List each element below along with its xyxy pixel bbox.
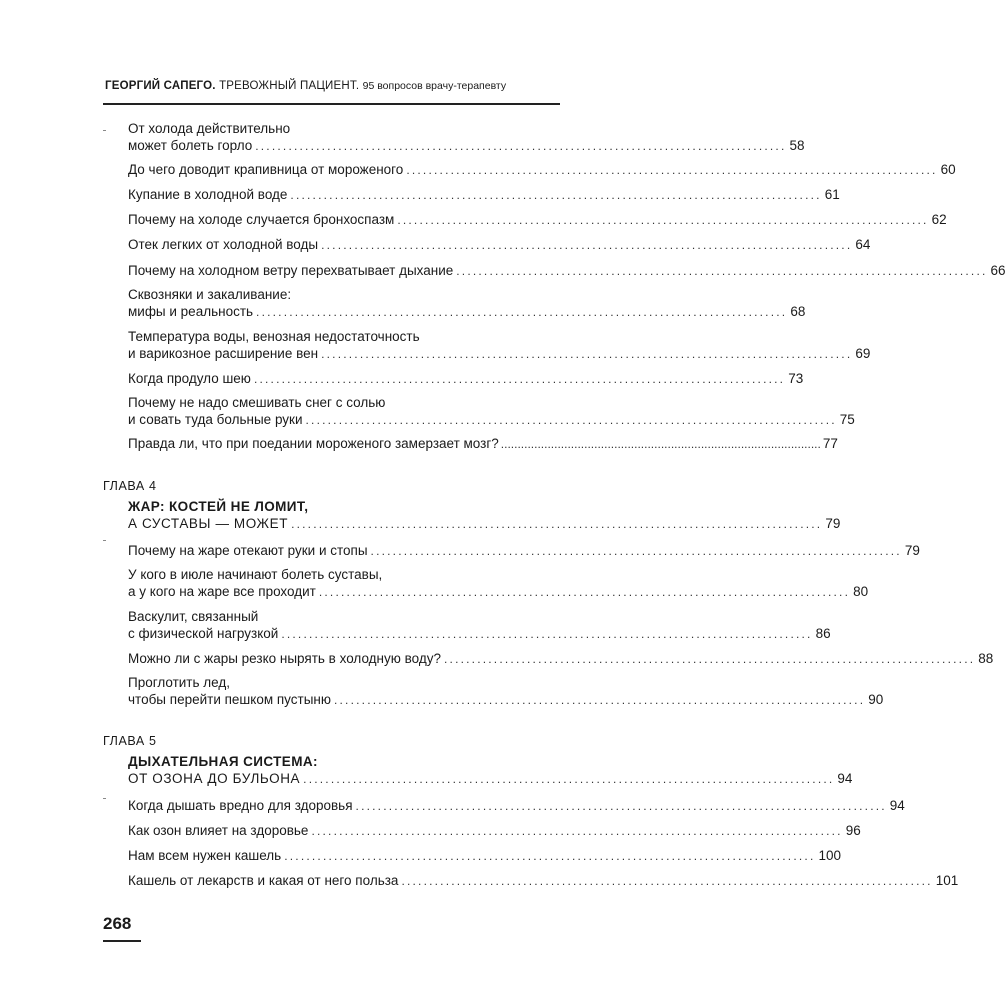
- toc-entry-title: Кашель от лекарств и какая от него польза: [128, 873, 399, 888]
- margin-tick: [103, 798, 106, 799]
- toc-entry[interactable]: [128, 566, 869, 601]
- toc-entry[interactable]: [128, 186, 840, 204]
- toc-entry[interactable]: [128, 872, 959, 890]
- toc-entry[interactable]: [128, 370, 804, 388]
- toc-entry[interactable]: [128, 674, 884, 709]
- header-title: ТРЕВОЖНЫЙ ПАЦИЕНТ.: [219, 80, 360, 92]
- header-author: ГЕОРГИЙ САПЕГО.: [105, 80, 216, 92]
- dot-leader: ................................................................................................: [321, 347, 853, 361]
- toc-entry-title: Нам всем нужен кашель: [128, 848, 282, 863]
- toc-entry-page: 80: [853, 584, 869, 599]
- margin-tick: [103, 540, 106, 541]
- toc-entry-page: 61: [824, 187, 840, 202]
- margin-tick: [103, 130, 106, 131]
- toc-entry-page: 86: [815, 626, 831, 641]
- toc-entry[interactable]: [128, 650, 994, 668]
- toc-entry[interactable]: [128, 211, 947, 229]
- toc-entry-title: Когда дышать вредно для здоровья: [128, 798, 353, 813]
- dot-leader: ................................................................................................: [355, 799, 887, 813]
- toc-entry-title: может болеть горло: [128, 138, 253, 153]
- dot-leader: ................................................................................................: [333, 693, 866, 707]
- toc-entry[interactable]: [128, 236, 871, 254]
- dot-leader: ................................................................................................: [397, 213, 929, 227]
- toc-entry-title: Можно ли с жары резко нырять в холодную воду?: [128, 651, 441, 666]
- toc-entry-page: 79: [825, 516, 841, 531]
- toc-entry-title: Купание в холодной воде: [128, 187, 288, 202]
- toc-entry-page: 75: [839, 412, 855, 427]
- chapter-title-line1: ЖАР: КОСТЕЙ НЕ ЛОМИТ,: [128, 499, 309, 514]
- dot-leader: ................................................................................................: [456, 264, 988, 278]
- toc-entry[interactable]: [128, 822, 861, 840]
- toc-entry-page: 69: [855, 346, 871, 361]
- toc-entry-title: и совать туда больные руки: [128, 412, 303, 427]
- toc-entry-title: и варикозное расширение вен: [128, 346, 319, 361]
- toc-entry[interactable]: [128, 328, 871, 363]
- dot-leader: ................................................................................................: [444, 652, 976, 666]
- dot-leader: ................................................................................................: [255, 139, 787, 153]
- chapter-5-title[interactable]: [128, 753, 853, 788]
- dot-leader: ................................................................................................: [401, 874, 933, 888]
- chapter-4-title[interactable]: [128, 498, 841, 533]
- toc-entry[interactable]: [128, 286, 806, 321]
- toc-entry-page: 90: [868, 692, 884, 707]
- dot-leader: ................................................................................................: [311, 824, 843, 838]
- chapter-4-label: ГЛАВА 4: [103, 479, 157, 493]
- header-divider: [103, 103, 560, 105]
- toc-entry-title: Когда продуло шею: [128, 371, 251, 386]
- toc-entry-page: 66: [990, 263, 1006, 278]
- folio-underline: [103, 940, 141, 942]
- dot-leader: ................................................................................................: [284, 849, 816, 863]
- dot-leader: ................................................................................................: [291, 517, 823, 531]
- toc-entry-title: с физической нагрузкой: [128, 626, 279, 641]
- dot-leader: ................................................................................................: [290, 188, 822, 202]
- dot-leader: ................................................................................................: [321, 238, 853, 252]
- toc-entry-page: 100: [818, 848, 842, 863]
- toc-entry[interactable]: [128, 120, 805, 155]
- toc-entry-page: 73: [788, 371, 804, 386]
- toc-entry[interactable]: [128, 797, 905, 815]
- toc-entry[interactable]: [128, 262, 1006, 280]
- toc-entry-title-line1: От холода действительно: [128, 121, 291, 136]
- toc-entry-title: Почему на холоде случается бронхоспазм: [128, 212, 395, 227]
- toc-entry[interactable]: [128, 435, 838, 453]
- dot-leader: ................................................................................................: [303, 772, 835, 786]
- dot-leader: ................................................................................................: [305, 413, 837, 427]
- dot-leader: ................................................................................................: [318, 585, 851, 599]
- toc-entry-title-line1: У кого в июле начинают болеть суставы,: [128, 567, 383, 582]
- chapter-title-line2: А СУСТАВЫ — МОЖЕТ: [128, 516, 289, 531]
- toc-entry-title: чтобы перейти пешком пустыню: [128, 692, 331, 707]
- toc-entry-title: мифы и реальность: [128, 304, 254, 319]
- toc-entry[interactable]: [128, 394, 855, 429]
- toc-entry-title-line1: Температура воды, венозная недостаточность: [128, 329, 420, 344]
- toc-entry-page: 64: [855, 237, 871, 252]
- toc-entry[interactable]: [128, 608, 831, 643]
- dot-leader: ................................................................................................: [281, 627, 813, 641]
- toc-entry-title-line1: Васкулит, связанный: [128, 609, 259, 624]
- toc-entry-title-line1: Сквозняки и закаливание:: [128, 287, 292, 302]
- page-number: 268: [103, 914, 132, 933]
- header-subtitle: 95 вопросов врачу-терапевту: [362, 80, 507, 92]
- toc-entry-page: 88: [978, 651, 994, 666]
- toc-entry-page: 94: [889, 798, 905, 813]
- toc-entry-page: 79: [904, 543, 920, 558]
- dot-leader: ................................................................................................: [370, 544, 902, 558]
- toc-entry-title: Отек легких от холодной воды: [128, 237, 319, 252]
- toc-entry[interactable]: [128, 161, 956, 179]
- toc-entry[interactable]: [128, 847, 842, 865]
- chapter-title-line2: ОТ ОЗОНА ДО БУЛЬОНА: [128, 771, 301, 786]
- toc-entry-title: Почему на холодном ветру перехватывает дыхание: [128, 263, 454, 278]
- toc-entry-title: Правда ли, что при поедании мороженого замерзает мозг?: [128, 436, 499, 451]
- dot-leader: ................................................................................................: [406, 163, 938, 177]
- toc-entry-title: Почему на жаре отекают руки и стопы: [128, 543, 368, 558]
- toc-entry-page: 68: [790, 304, 806, 319]
- chapter-5-label: ГЛАВА 5: [103, 734, 157, 748]
- toc-entry-page: 101: [935, 873, 959, 888]
- dot-leader: ................................................................................................: [256, 305, 788, 319]
- toc-entry-title-line1: Почему не надо смешивать снег с солью: [128, 395, 386, 410]
- chapter-title-line1: ДЫХАТЕЛЬНАЯ СИСТЕМА:: [128, 754, 318, 769]
- dot-leader: ................................................................................................: [253, 372, 786, 386]
- toc-entry-page: 94: [837, 771, 853, 786]
- toc-entry-title: а у кого на жаре все проходит: [128, 584, 316, 599]
- toc-entry-page: 77: [822, 436, 838, 451]
- toc-entry-page: 62: [931, 212, 947, 227]
- toc-entry-page: 60: [940, 162, 956, 177]
- toc-entry[interactable]: [128, 542, 920, 560]
- toc-entry-page: 58: [789, 138, 805, 153]
- toc-entry-title: До чего доводит крапивница от мороженого: [128, 162, 404, 177]
- toc-entry-title-line1: Проглотить лед,: [128, 675, 230, 690]
- toc-entry-page: 96: [845, 823, 861, 838]
- running-header: [105, 80, 535, 92]
- dot-leader: ................................................................................................: [500, 437, 821, 451]
- toc-entry-title: Как озон влияет на здоровье: [128, 823, 309, 838]
